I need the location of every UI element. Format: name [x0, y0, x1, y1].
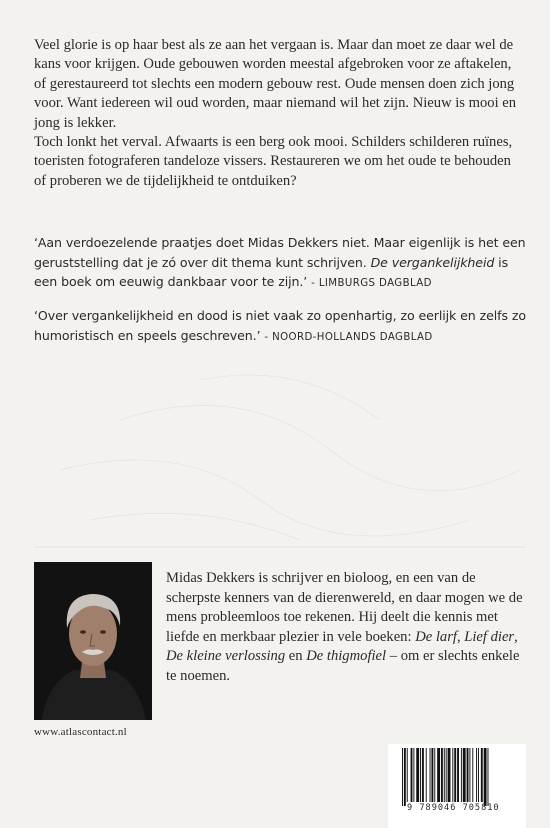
barcode-bar	[461, 748, 462, 802]
barcode-bar	[420, 748, 421, 802]
barcode-bar	[434, 748, 435, 802]
barcode-bar	[448, 748, 451, 802]
bio-text: Midas Dekkers is schrijver en bioloog, en een van de scherpste kenners van de dierenwereld, en daar mogen we de mens probleemloos toe rekenen. Hij deelt die kennis met liefde en merkbaar plezier in vele boeken:	[166, 570, 523, 645]
quote-text: is een boek om eeuwig dankbaar voor te zijn.’	[34, 254, 509, 290]
bio-separator: ,	[456, 628, 465, 645]
barcode-bar	[426, 748, 427, 802]
review-quote	[34, 306, 534, 347]
quote-source: - LIMBURGS DAGBLAD	[311, 278, 432, 290]
barcode-bar	[446, 748, 447, 802]
barcode-bar	[444, 748, 445, 802]
barcode-bar	[472, 748, 473, 802]
barcode-bar	[476, 748, 477, 802]
author-photo	[34, 562, 152, 720]
barcode-bar	[404, 748, 406, 806]
book-title: De vergankelijkheid	[370, 254, 495, 270]
barcode-bar	[402, 748, 403, 806]
isbn-barcode	[388, 744, 526, 828]
barcode-bar	[430, 748, 431, 802]
review-quote	[34, 233, 534, 294]
barcode-bar	[422, 748, 424, 802]
barcode-bar	[454, 748, 456, 802]
barcode-bar	[416, 748, 419, 802]
quote-text: ‘Aan verdoezelende praatjes doet Midas Dekkers niet. Maar eigenlijk is het een geruststelling dat je zó over dit thema kunt schrijven.	[34, 235, 526, 270]
blurb-paragraph: Toch lonkt het verval. Afwaarts is een berg ook mooi. Schilders schilderen ruïnes, toeristen fotograferen tandeloze vissers. Restaureren we om het oude te behouden of proberen we de tijdelijkheid te ontduiken?	[34, 134, 513, 189]
barcode-bar	[469, 748, 470, 802]
barcode-bars	[388, 748, 526, 808]
barcode-bar	[467, 748, 469, 802]
barcode-bar	[488, 748, 489, 806]
bio-separator: ,	[514, 628, 518, 645]
book-title: Lief dier	[464, 628, 515, 645]
barcode-bar	[452, 748, 453, 802]
barcode-bar	[407, 748, 408, 802]
publisher-url: www.atlascontact.nl	[34, 726, 127, 738]
back-cover-blurb	[34, 36, 524, 191]
author-bio	[166, 569, 526, 687]
book-title: De kleine verlossing	[166, 648, 286, 665]
bio-text: – om er slechts enkele te noemen.	[166, 648, 520, 684]
quote-source: - NOORD-HOLLANDS DAGBLAD	[264, 331, 433, 343]
isbn-digits: 9 789046 705810	[407, 803, 500, 813]
barcode-bar	[463, 748, 466, 802]
bio-separator: en	[285, 648, 307, 665]
barcode-bar	[484, 748, 487, 806]
book-title: De larf	[415, 628, 457, 645]
barcode-bar	[411, 748, 413, 802]
barcode-bar	[437, 748, 440, 802]
quote-text: ‘Over vergankelijkheid en dood is niet vaak zo openhartig, zo eerlijk en zelfs zo humoristisch en speels geschreven.’	[34, 308, 526, 343]
blurb-paragraph: Veel glorie is op haar best als ze aan het vergaan is. Maar dan moet ze daar wel de kans voor krijgen. Oude gebouwen worden meestal afgebroken voor ze aftakelen, of gerestaureerd tot slechts een modern gebouw rest. Oude mensen doen zich jong voor. Want iedereen wil oud worden, maar niemand wil het zijn. Nieuw is mooi en jong is lekker.	[34, 37, 517, 131]
barcode-bar	[478, 748, 479, 802]
barcode-bar	[481, 748, 483, 802]
barcode-bar	[431, 748, 433, 802]
book-title: De thigmofiel	[306, 648, 387, 665]
barcode-bar	[457, 748, 459, 802]
barcode-bar	[441, 748, 443, 802]
barcode-bar	[413, 748, 414, 802]
